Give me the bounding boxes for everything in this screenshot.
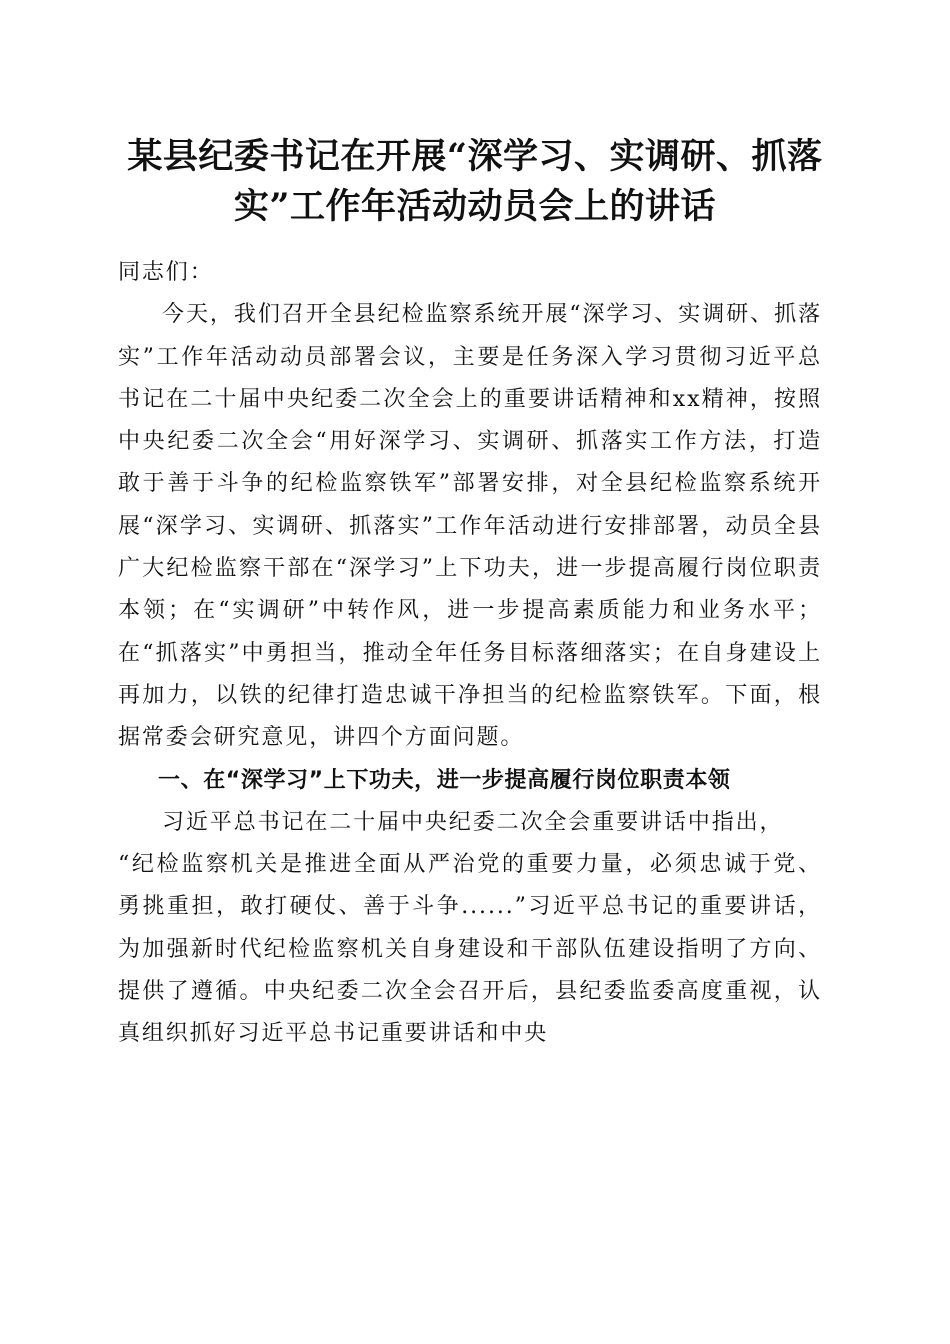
title-line-1: 某县纪委书记在开展“深学习、实调研、抓落	[127, 136, 823, 177]
section-heading-1: 一、在“深学习”上下功夫，进一步提高履行岗位职责本领	[158, 767, 731, 793]
salutation: 同志们：	[118, 260, 214, 285]
paragraph-section-1-lead: 习近平总书记在二十届中央纪委二次全会重要讲话中指出，	[162, 809, 784, 835]
title-line-2: 实”工作年活动动员会上的讲话	[233, 186, 717, 227]
paragraph-opening: 今天，我们召开全县纪检监察系统开展“深学习、实调研、抓落实”工作年活动动员部署会议，主要是任务深入学习贯彻习近平总书记在二十届中央纪委二次全会上的重要讲话精神和xx精神，按照中央纪委二次全会“用好深学习、实调研、抓落实工作方法，打造敢于善于斗争的纪检监察铁军”部署安排，对全县纪检监察系统开展“深学习、实调研、抓落实”工作年活动进行安排部署，动员全县广大纪检监察干部在“深学习”上下功夫，进一步提高履行岗位职责本领；在“实调研”中转作风，进一步提高素质能力和业务水平；在“抓落实”中勇担当，推动全年任务目标落细落实；在自身建设上再加力，以铁的纪律打造忠诚干净担当的纪检监察铁军。下面，根据常委会研究意见，讲四个方面问题。	[118, 302, 822, 751]
document-title	[100, 132, 850, 232]
document-body	[118, 252, 822, 1056]
paragraph-section-1-quote: “纪检监察机关是推进全面从严治党的重要力量，必须忠诚于党、勇挑重担，敢打硬仗、善于斗争......”习近平总书记的重要讲话，为加强新时代纪检监察机关自身建设和干部队伍建设指明了方向、提供了遵循。中央纪委二次全会召开后，县纪委监委高度重视，认真组织抓好习近平总书记重要讲话和中央	[118, 852, 822, 1047]
